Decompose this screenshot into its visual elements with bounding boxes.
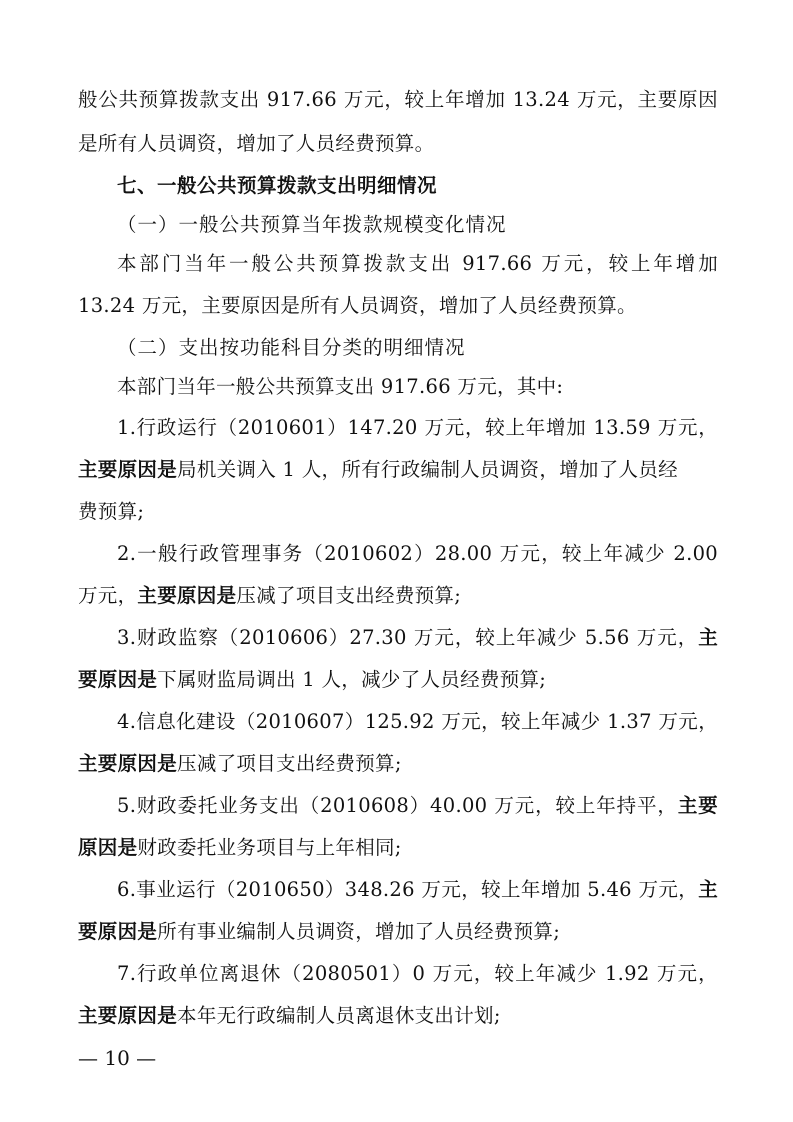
list-item-line: 2.一般行政管理事务（2010602）28.00 万元，较上年减少 2.00 bbox=[117, 542, 718, 565]
page-number: — 10 — bbox=[78, 1046, 157, 1070]
emphasis: 主要原因是 bbox=[78, 752, 178, 775]
list-item-line: 4.信息化建设（2010607）125.92 万元，较上年减少 1.37 万元， bbox=[117, 710, 718, 733]
paragraph-line: 13.24 万元，主要原因是所有人员调资，增加了人员经费预算。 bbox=[78, 294, 637, 317]
list-item-line: 主要原因是压减了项目支出经费预算; bbox=[78, 752, 402, 775]
list-item-line: 7.行政单位离退休（2080501）0 万元，较上年减少 1.92 万元， bbox=[117, 962, 718, 985]
list-item-line: 3.财政监察（2010606）27.30 万元，较上年减少 5.56 万元，主 bbox=[117, 626, 718, 649]
emphasis: 要原因是 bbox=[78, 668, 158, 691]
emphasis: 要原因是 bbox=[78, 920, 158, 943]
subsection-heading: （一）一般公共预算当年拨款规模变化情况 bbox=[117, 213, 507, 236]
list-item-line: 6.事业运行（2010650）348.26 万元，较上年增加 5.46 万元，主 bbox=[117, 878, 718, 901]
list-item-line: 主要原因是本年无行政编制人员离退休支出计划; bbox=[78, 1004, 501, 1027]
emphasis: 原因是 bbox=[78, 836, 138, 859]
paragraph-line: 本部门当年一般公共预算拨款支出 917.66 万元，较上年增加 bbox=[117, 252, 718, 275]
emphasis: 主要 bbox=[677, 794, 718, 817]
list-item-line: 1.行政运行（2010601）147.20 万元，较上年增加 13.59 万元， bbox=[117, 416, 718, 439]
subsection-heading: （二）支出按功能科目分类的明细情况 bbox=[117, 336, 466, 359]
emphasis: 主要原因是 bbox=[78, 1004, 178, 1027]
list-item-line: 主要原因是局机关调入 1 人，所有行政编制人员调资，增加了人员经 bbox=[78, 458, 678, 481]
emphasis: 主 bbox=[698, 626, 718, 649]
list-item-line: 5.财政委托业务支出（2010608）40.00 万元，较上年持平，主要 bbox=[117, 794, 718, 817]
paragraph-line: 是所有人员调资，增加了人员经费预算。 bbox=[78, 132, 435, 155]
paragraph-line: 般公共预算拨款支出 917.66 万元，较上年增加 13.24 万元，主要原因 bbox=[78, 88, 718, 111]
list-item-line: 要原因是下属财监局调出 1 人，减少了人员经费预算; bbox=[78, 668, 547, 691]
section-heading: 七、一般公共预算拨款支出明细情况 bbox=[117, 174, 438, 197]
emphasis: 主要原因是 bbox=[137, 584, 237, 607]
list-item-line: 费预算; bbox=[78, 500, 145, 523]
list-item-line: 万元，主要原因是压减了项目支出经费预算; bbox=[78, 584, 462, 607]
paragraph-line: 本部门当年一般公共预算支出 917.66 万元，其中: bbox=[117, 375, 564, 398]
emphasis: 主要原因是 bbox=[78, 458, 178, 481]
list-item-line: 要原因是所有事业编制人员调资，增加了人员经费预算; bbox=[78, 920, 561, 943]
list-item-line: 原因是财政委托业务项目与上年相同; bbox=[78, 836, 402, 859]
emphasis: 主 bbox=[698, 878, 718, 901]
